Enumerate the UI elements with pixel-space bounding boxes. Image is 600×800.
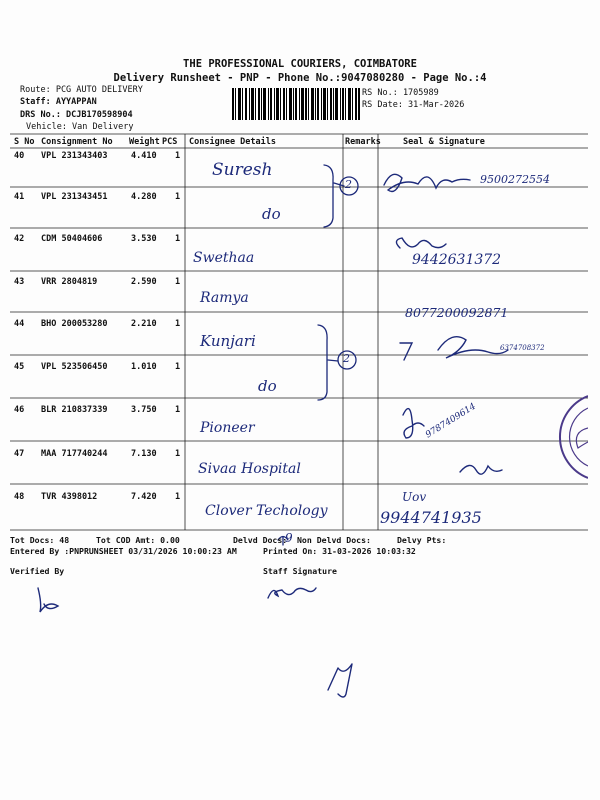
row-consignment: CDM 50404606 (41, 234, 103, 244)
row-pcs: 1 (175, 192, 181, 202)
runsheet-subtitle: Delivery Runsheet - PNP - Phone No.:9047080280 - Page No.:4 (113, 72, 487, 84)
handwritten-consignee: Ramya (200, 290, 249, 306)
rs-date: RS Date: 31-Mar-2026 (362, 100, 465, 110)
remark-mark: 2 (345, 178, 352, 191)
col-header-consignment: Consignment No (41, 137, 113, 147)
row-sno: 44 (14, 319, 25, 329)
row-consignment: BHO 200053280 (41, 319, 108, 329)
row-pcs: 1 (175, 234, 181, 244)
row-pcs: 1 (175, 277, 181, 287)
remark-mark: 2 (343, 352, 350, 365)
row-weight: 7.420 (131, 492, 157, 502)
row-consignment: VPL 231343451 (41, 192, 108, 202)
route-label: Route: PCG AUTO DELIVERY (20, 85, 143, 95)
handwritten-consignee: do (258, 377, 277, 395)
row-weight: 2.210 (131, 319, 157, 329)
col-header-pcs: PCS (162, 137, 178, 147)
footer-total-docs: Tot Docs: 48 (10, 535, 70, 545)
row-sno: 47 (14, 449, 25, 459)
row-pcs: 1 (175, 362, 181, 372)
row-pcs: 1 (175, 151, 181, 161)
row-pcs: 1 (175, 319, 181, 329)
signature-phone: 6374708372 (500, 344, 545, 352)
row-sno: 43 (14, 277, 25, 287)
row-weight: 4.410 (131, 151, 157, 161)
staff-label: Staff: AYYAPPAN (20, 97, 97, 107)
row-weight: 7.130 (131, 449, 157, 459)
handwritten-consignee: Swethaa (193, 250, 255, 266)
footer-total-cod: Tot COD Amt: 0.00 (96, 535, 180, 545)
footer-printed-on: Printed On: 31-03-2026 10:03:32 (263, 546, 416, 556)
signature-scribble: Uov (402, 490, 427, 504)
runsheet-title: THE PROFESSIONAL COURIERS, COIMBATORE (183, 58, 417, 70)
handwritten-consignee: Sivaa Hospital (198, 461, 301, 477)
row-weight: 1.010 (131, 362, 157, 372)
row-consignment: VPL 231343403 (41, 151, 108, 161)
verified-by-label: Verified By (10, 566, 65, 576)
signature-phone: 9500272554 (480, 173, 550, 186)
row-consignment: BLR 210837339 (41, 405, 108, 415)
row-consignment: TVR 4398012 (41, 492, 98, 502)
handwritten-consignee: Pioneer (200, 420, 255, 436)
col-header-remarks: Remarks (345, 137, 381, 147)
row-sno: 48 (14, 492, 25, 502)
handwritten-consignee: Clover Techology (205, 503, 328, 519)
col-header-weight: Weight (129, 137, 160, 147)
drs-number: DRS No.: DCJB170598904 (20, 110, 133, 120)
hospital-seal-stamp (530, 392, 588, 482)
handwritten-consignee: Suresh (212, 160, 273, 180)
handwritten-consignee: Kunjari (200, 332, 256, 350)
signature-phone: 9442631372 (412, 252, 502, 268)
row-sno: 42 (14, 234, 25, 244)
rs-number: RS No.: 1705989 (362, 88, 439, 98)
staff-signature-label: Staff Signature (263, 566, 337, 576)
col-header-consignee: Consignee Details (189, 137, 276, 147)
vehicle-label: Vehicle: Van Delivery (26, 122, 134, 132)
footer-non-delivered-docs: Non Delvd Docs: (297, 535, 371, 545)
col-header-seal-signature: Seal & Signature (403, 137, 485, 147)
row-weight: 2.590 (131, 277, 157, 287)
row-consignment: VPL 523506450 (41, 362, 108, 372)
signature-phone: 9787409614 (424, 401, 478, 441)
row-weight: 3.750 (131, 405, 157, 415)
footer-delivery-points: Delvy Pts: (397, 535, 447, 545)
row-weight: 4.280 (131, 192, 157, 202)
footer-signatures (0, 560, 600, 640)
handwritten-delivered-count: 9 (285, 531, 293, 545)
signature-phone: 9944741935 (380, 508, 482, 527)
row-sno: 46 (14, 405, 25, 415)
row-sno: 45 (14, 362, 25, 372)
row-pcs: 1 (175, 449, 181, 459)
handwritten-consignee: do (262, 205, 281, 223)
footer-entered-by: Entered By :PNPRUNSHEET 03/31/2026 10:00:23 AM (10, 546, 237, 556)
signature-phone: 8077200092871 (405, 305, 509, 320)
row-pcs: 1 (175, 492, 181, 502)
col-header-sno: S No (14, 137, 35, 147)
row-weight: 3.530 (131, 234, 157, 244)
row-consignment: MAA 717740244 (41, 449, 108, 459)
row-sno: 40 (14, 151, 25, 161)
row-pcs: 1 (175, 405, 181, 415)
row-sno: 41 (14, 192, 25, 202)
row-consignment: VRR 2804819 (41, 277, 98, 287)
footer-delivered-docs: Delvd Docs: (233, 535, 288, 545)
